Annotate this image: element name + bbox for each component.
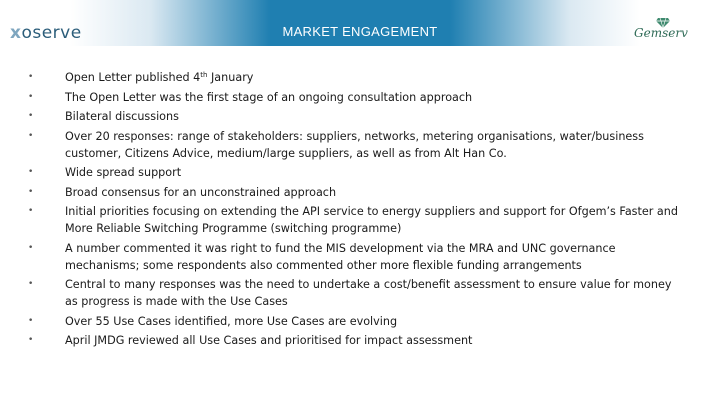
bullet-list bbox=[28, 69, 678, 352]
bullet-marker: • bbox=[28, 130, 34, 141]
list-item: • Over 55 Use Cases identified, more Use Cases are evolving bbox=[28, 314, 398, 328]
list-item: • Initial priorities focusing on extending the API service to energy suppliers and support for Ofgem’s Faster and More Reliable Switching Programme (switching programme) bbox=[28, 205, 678, 235]
list-item: • Open Letter published 4th January bbox=[28, 71, 254, 84]
list-item: • Central to many responses was the need to undertake a cost/benefit assessment to ensure value for money as progress is made with the Use Cases bbox=[28, 278, 672, 308]
bullet-marker: • bbox=[28, 335, 34, 345]
gemserv-logo bbox=[634, 18, 694, 42]
bullet-marker: • bbox=[28, 91, 34, 102]
list-item: • April JMDG reviewed all Use Cases and prioritised for impact assessment bbox=[28, 334, 473, 347]
bullet-marker: • bbox=[28, 72, 34, 82]
bullet-marker: • bbox=[28, 111, 34, 121]
bullet-marker: • bbox=[28, 186, 34, 197]
list-item: • The Open Letter was the first stage of an ongoing consultation approach bbox=[28, 90, 473, 104]
list-item: • A number commented it was right to fund the MIS development via the MRA and UNC governance mechanisms; some respondents also commented other more flexible funding arrangements bbox=[28, 241, 616, 272]
bullet-marker: • bbox=[28, 167, 34, 177]
bullet-marker: • bbox=[28, 206, 34, 216]
bullet-marker: • bbox=[28, 242, 34, 253]
gemserv-wordmark: Gemserv bbox=[634, 26, 688, 40]
bullet-marker: • bbox=[28, 315, 34, 326]
list-item: • Wide spread support bbox=[28, 166, 182, 179]
list-item: • Broad consensus for an unconstrained approach bbox=[28, 185, 337, 199]
xoserve-logo: xoserve bbox=[10, 23, 82, 43]
list-item: • Over 20 responses: range of stakeholders: suppliers, networks, metering organisations, water/business customer, Citizens Advice, medium/large suppliers, as well as from Alt Han Co. bbox=[28, 129, 644, 160]
bullet-marker: • bbox=[28, 279, 34, 289]
page-title: MARKET ENGAGEMENT bbox=[282, 24, 438, 39]
list-item: • Bilateral discussions bbox=[28, 110, 179, 123]
